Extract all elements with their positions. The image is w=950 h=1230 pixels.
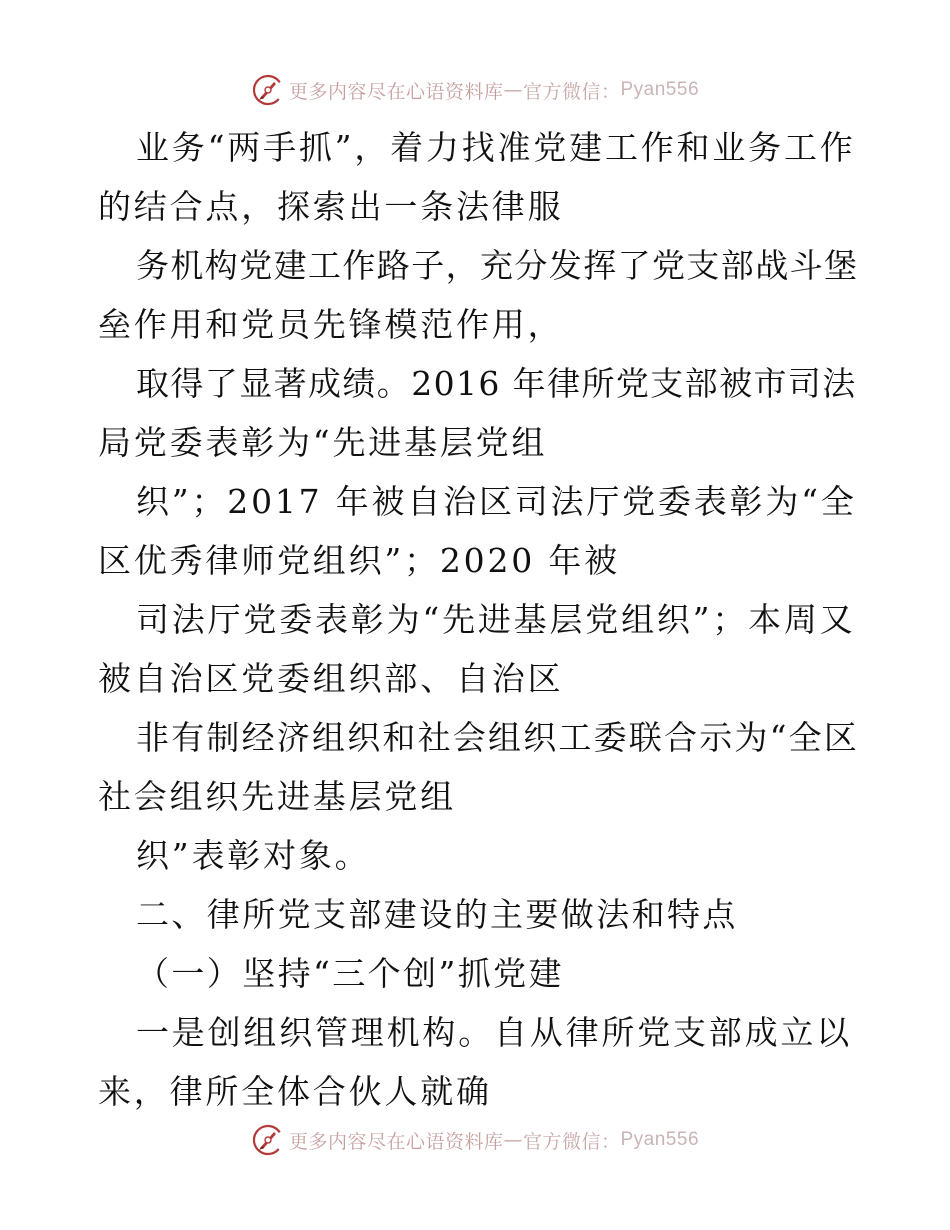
watermark-brand: 更多内容尽在心语资料库 <box>288 80 504 103</box>
text-line: 一是创组织管理机构。自从律所党支部成立以 <box>136 1013 852 1052</box>
document-body <box>98 118 858 1121</box>
watermark-handle: Pyan556 <box>620 79 700 100</box>
watermark-separator: — <box>503 79 523 101</box>
watermark-contact-label: 官方微信： <box>522 1130 621 1153</box>
header-watermark <box>0 72 950 108</box>
text-line: 业务“两手抓”，着力找准党建工作和业务工作 <box>136 128 856 167</box>
section-heading: 二、律所党支部建设的主要做法和特点 <box>136 895 738 934</box>
text-line: 来，律所全体合伙人就确 <box>98 1072 492 1111</box>
text-line: 区优秀律师党组织”；2020 年被 <box>98 541 620 580</box>
subsection-heading: （一）坚持“三个创”抓党建 <box>136 954 564 993</box>
footer-watermark <box>0 1122 950 1158</box>
watermark-contact-label: 官方微信： <box>522 80 621 103</box>
text-line: 被自治区党委组织部、自治区 <box>98 659 564 698</box>
text-line: 司法厅党委表彰为“先进基层党组织”；本周又 <box>136 600 856 639</box>
watermark-handle: Pyan556 <box>620 1129 700 1150</box>
watermark-brand: 更多内容尽在心语资料库 <box>288 1130 504 1153</box>
text-line: 非有制经济组织和社会组织工委联合示为“全区 <box>136 718 860 757</box>
quill-logo-icon <box>251 73 285 107</box>
watermark-separator: — <box>503 1129 523 1151</box>
quill-logo-icon <box>251 1123 285 1157</box>
text-line: 织”表彰对象。 <box>136 836 371 875</box>
text-line: 务机构党建工作路子，充分发挥了党支部战斗堡 <box>136 246 859 285</box>
text-line: 垒作用和党员先锋模范作用， <box>98 305 564 344</box>
text-line: 织”；2017 年被自治区司法厅党委表彰为“全 <box>136 482 857 521</box>
text-line: 社会组织先进基层党组 <box>98 777 456 816</box>
text-line: 取得了显著成绩。2016 年律所党支部被市司法 <box>136 364 857 403</box>
text-line: 局党委表彰为“先进基层党组 <box>98 423 548 462</box>
text-line: 的结合点，探索出一条法律服 <box>98 187 564 226</box>
